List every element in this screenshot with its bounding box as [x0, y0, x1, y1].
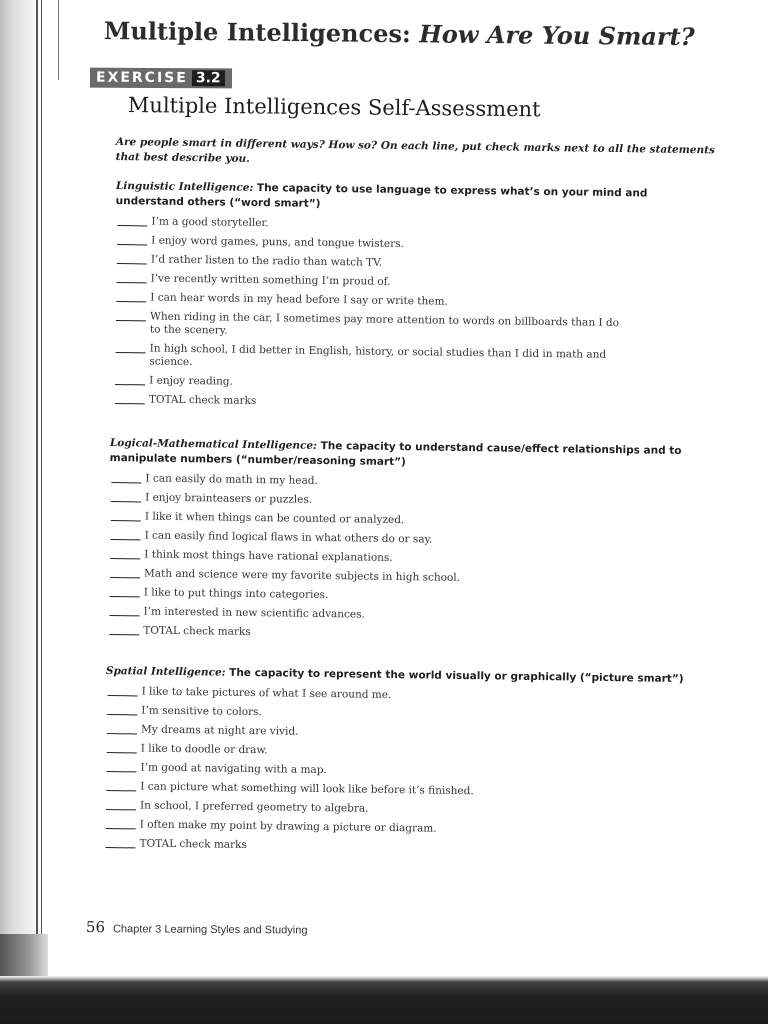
checklist-item-text: I’d rather listen to the radio than watch TV.	[150, 253, 383, 269]
check-blank-line[interactable]	[105, 847, 135, 848]
checklist-item	[109, 510, 625, 530]
exercise-number: 3.2	[192, 70, 225, 86]
checklist-item	[115, 215, 631, 235]
checklist-item	[105, 704, 621, 724]
check-blank-line[interactable]	[117, 225, 147, 226]
section-label: Linguistic Intelligence:	[115, 179, 254, 194]
checklist-item-text: When riding in the car, I sometimes pay more attention to words on billboards than I do to the scenery.	[149, 310, 620, 337]
checklist-item	[109, 491, 625, 511]
checklist-item-text: I like to take pictures of what I see around me.	[141, 685, 392, 701]
checklist-item	[109, 529, 625, 549]
checklist-item	[105, 723, 621, 743]
binding-edge-line	[58, 0, 59, 80]
binding-edge-line	[36, 0, 38, 960]
check-blank-line[interactable]	[111, 539, 141, 540]
section-heading	[106, 664, 706, 687]
check-blank-line[interactable]	[115, 384, 145, 385]
section-label: Spatial Intelligence:	[105, 664, 226, 679]
checklist-item	[113, 374, 629, 394]
checklist	[107, 472, 709, 645]
section-heading	[116, 179, 716, 217]
checklist-item-text: I often make my point by drawing a picture or diagram.	[139, 818, 437, 835]
checklist-item	[115, 234, 631, 254]
checklist-item-text: My dreams at night are vivid.	[141, 723, 299, 738]
page-footer	[86, 917, 308, 938]
check-blank-line[interactable]	[115, 403, 145, 404]
checklist-item-text: In high school, I did better in English, history, or social studies than I did in math and science.	[149, 342, 607, 369]
section-description: The capacity to represent the world visually or graphically (“picture smart”)	[225, 666, 684, 686]
checklist-item	[108, 586, 624, 606]
checklist-item-text: TOTAL check marks	[148, 393, 257, 407]
check-blank-line[interactable]	[106, 771, 136, 772]
section-linguistic	[113, 179, 716, 420]
check-blank-line[interactable]	[117, 244, 147, 245]
section-label: Logical-Mathematical Intelligence:	[109, 436, 318, 452]
checklist	[113, 215, 716, 414]
checklist-item-text: I’ve recently written something I’m proud of.	[150, 272, 391, 288]
check-blank-line[interactable]	[110, 577, 140, 578]
check-blank-line[interactable]	[107, 714, 137, 715]
checklist	[103, 685, 705, 858]
check-blank-line[interactable]	[107, 752, 137, 753]
checklist-item-text: I’m a good storyteller.	[151, 215, 269, 230]
section-logical-mathematical	[107, 436, 710, 651]
checklist-item	[114, 310, 630, 343]
check-blank-line[interactable]	[110, 558, 140, 559]
page-title-emphasis: How Are You Smart?	[419, 19, 695, 52]
checklist-item	[108, 567, 624, 587]
check-blank-line[interactable]	[106, 828, 136, 829]
checklist-item-text: I can easily find logical flaws in what others do or say.	[144, 529, 433, 546]
check-blank-line[interactable]	[116, 320, 146, 321]
check-blank-line[interactable]	[117, 263, 147, 264]
check-blank-line[interactable]	[106, 809, 136, 810]
checklist-item-text: I enjoy brainteasers or puzzles.	[145, 491, 313, 506]
checklist-item	[104, 761, 620, 781]
checklist-item-text: TOTAL check marks	[139, 837, 247, 851]
checklist-item	[109, 472, 625, 492]
checklist-item	[103, 837, 619, 857]
check-blank-line[interactable]	[111, 501, 141, 502]
check-blank-line[interactable]	[117, 282, 147, 283]
checklist-item-text: I can hear words in my head before I say or write them.	[150, 291, 448, 308]
check-blank-line[interactable]	[108, 695, 138, 696]
checklist-item-text: TOTAL check marks	[143, 624, 251, 638]
checklist-item-text: I can picture what something will look like before it’s finished.	[140, 780, 474, 798]
check-blank-line[interactable]	[111, 482, 141, 483]
checklist-item	[104, 780, 620, 800]
checklist-item-text: I’m sensitive to colors.	[141, 704, 262, 719]
exercise-title: Multiple Intelligences Self-Assessment	[127, 93, 541, 122]
section-description: The capacity to understand cause/effect relationships and to manipulate numbers (“number/reasoning smart”)	[109, 439, 682, 469]
checklist-item-text: Math and science were my favorite subjects in high school.	[143, 567, 461, 584]
checklist-item	[115, 253, 631, 273]
checklist-item-text: I enjoy reading.	[149, 374, 233, 388]
section-spatial	[103, 664, 706, 864]
chapter-running-head: Chapter 3 Learning Styles and Studying	[112, 923, 308, 937]
section-description: The capacity to use language to express what’s on your mind and understand others (“word smart”)	[115, 181, 648, 210]
checklist-item-text: I enjoy word games, puns, and tongue twisters.	[151, 234, 404, 251]
page-bottom-shadow	[0, 976, 768, 1024]
page-title-main: Multiple Intelligences:	[103, 16, 420, 49]
check-blank-line[interactable]	[111, 520, 141, 521]
checklist-item-text: I like to doodle or draw.	[140, 742, 268, 757]
checklist-item	[105, 742, 621, 762]
check-blank-line[interactable]	[109, 615, 139, 616]
checklist-item	[113, 342, 629, 375]
exercise-badge	[90, 68, 232, 89]
checklist-item	[104, 818, 620, 838]
checklist-item	[107, 624, 623, 644]
binding-edge-line	[41, 0, 42, 960]
checklist-item-text: I like it when things can be counted or analyzed.	[144, 510, 405, 527]
checklist-item	[115, 272, 631, 292]
checklist-item	[114, 291, 630, 311]
checklist-item	[104, 799, 620, 819]
check-blank-line[interactable]	[116, 352, 146, 353]
checklist-item-text: I think most things have rational explanations.	[144, 548, 393, 564]
checklist-item	[113, 393, 629, 413]
check-blank-line[interactable]	[116, 301, 146, 302]
exercise-label: EXERCISE	[95, 69, 188, 87]
checklist-item-text: I’m interested in new scientific advances.	[143, 605, 365, 621]
checklist-item-text: I’m good at navigating with a map.	[140, 761, 327, 777]
page-title	[104, 16, 744, 52]
checklist-item	[108, 548, 624, 568]
checklist-item	[107, 605, 623, 625]
checklist-item-text: I can easily do math in my head.	[145, 472, 318, 487]
check-blank-line[interactable]	[110, 596, 140, 597]
section-heading	[110, 436, 710, 474]
check-blank-line[interactable]	[107, 733, 137, 734]
check-blank-line[interactable]	[106, 790, 136, 791]
instructions: Are people smart in different ways? How so? On each line, put check marks next to all the statements that best describe you.	[115, 135, 715, 165]
check-blank-line[interactable]	[109, 634, 139, 635]
page-number: 56	[85, 918, 106, 937]
checklist-item	[106, 685, 622, 705]
checklist-item-text: I like to put things into categories.	[143, 586, 329, 602]
checklist-item-text: In school, I preferred geometry to algebra.	[139, 799, 369, 815]
